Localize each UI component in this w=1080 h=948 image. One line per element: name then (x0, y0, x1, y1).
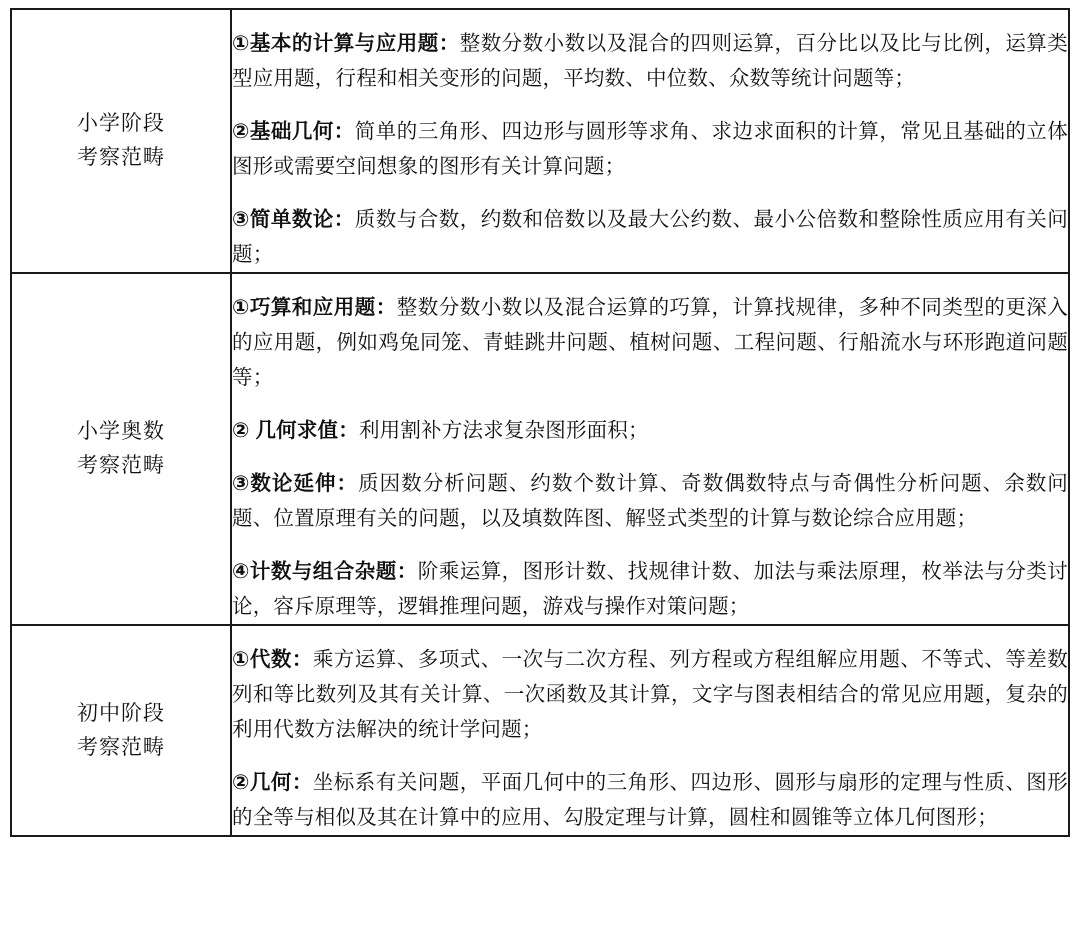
row-label-line: 小学奥数 (77, 420, 165, 443)
paragraph-lead: ①基本的计算与应用题： (232, 32, 460, 55)
syllabus-table (10, 8, 1070, 837)
paragraph-lead: ③数论延伸： (232, 472, 359, 495)
row-label-line: 小学阶段 (77, 112, 165, 135)
row-label-line: 考察范畴 (77, 454, 165, 477)
table-row (11, 9, 1069, 273)
row-label-junior-high (11, 625, 231, 836)
paragraph-text: 质因数分析问题、约数个数计算、奇数偶数特点与奇偶性分析问题、余数问题、位置原理有关的问题，以及填数阵图、解竖式类型的计算与数论综合应用题； (232, 472, 1068, 530)
paragraph-lead: ④计数与组合杂题： (232, 560, 418, 583)
paragraph-text: 整数分数小数以及混合的四则运算，百分比以及比与比例，运算类型应用题，行程和相关变形的问题，平均数、中位数、众数等统计问题等； (232, 32, 1068, 90)
row-label-primary-stage (11, 9, 231, 273)
row-label-line: 初中阶段 (77, 701, 165, 725)
table-row (11, 273, 1069, 625)
content-paragraph (232, 413, 1068, 448)
row-label-primary-olympiad (11, 273, 231, 625)
content-paragraph (232, 765, 1068, 835)
content-paragraph (232, 202, 1068, 272)
paragraph-text: 利用割补方法求复杂图形面积； (358, 419, 649, 442)
content-paragraph (232, 466, 1068, 536)
paragraph-lead: ①巧算和应用题： (232, 296, 397, 319)
table-row (11, 625, 1069, 836)
row-content-primary-stage (231, 9, 1069, 273)
content-paragraph (232, 642, 1068, 747)
paragraph-lead: ③简单数论： (232, 208, 355, 231)
paragraph-text: 坐标系有关问题，平面几何中的三角形、四边形、圆形与扇形的定理与性质、图形的全等与相似及其在计算中的应用、勾股定理与计算，圆柱和圆锥等立体几何图形； (232, 771, 1068, 829)
row-content-primary-olympiad (231, 273, 1069, 625)
paragraph-lead: ②基础几何： (232, 120, 355, 143)
table-body (11, 9, 1069, 836)
row-label-line: 考察范畴 (77, 735, 165, 759)
content-paragraph (232, 114, 1068, 184)
paragraph-text: 简单的三角形、四边形与圆形等求角、求边求面积的计算，常见且基础的立体图形或需要空间想象的图形有关计算问题； (232, 120, 1068, 178)
paragraph-text: 乘方运算、多项式、一次与二次方程、列方程或方程组解应用题、不等式、等差数列和等比数列及其有关计算、一次函数及其计算，文字与图表相结合的常见应用题，复杂的利用代数方法解决的统计学问题； (232, 648, 1068, 741)
paragraph-text: 整数分数小数以及混合运算的巧算，计算找规律，多种不同类型的更深入的应用题，例如鸡兔同笼、青蛙跳井问题、植树问题、工程问题、行船流水与环形跑道问题等； (232, 296, 1068, 389)
row-content-junior-high (231, 625, 1069, 836)
paragraph-text: 质数与合数，约数和倍数以及最大公约数、最小公倍数和整除性质应用有关问题； (232, 208, 1068, 266)
paragraph-lead: ②几何： (232, 771, 313, 794)
content-paragraph (232, 554, 1068, 624)
row-label-line: 考察范畴 (77, 146, 165, 169)
paragraph-lead: ② 几何求值： (232, 419, 359, 442)
content-paragraph (232, 290, 1068, 395)
paragraph-lead: ①代数： (232, 648, 313, 671)
paragraph-text: 阶乘运算，图形计数、找规律计数、加法与乘法原理，枚举法与分类讨论，容斥原理等，逻辑推理问题，游戏与操作对策问题； (232, 560, 1068, 618)
content-paragraph (232, 26, 1068, 96)
